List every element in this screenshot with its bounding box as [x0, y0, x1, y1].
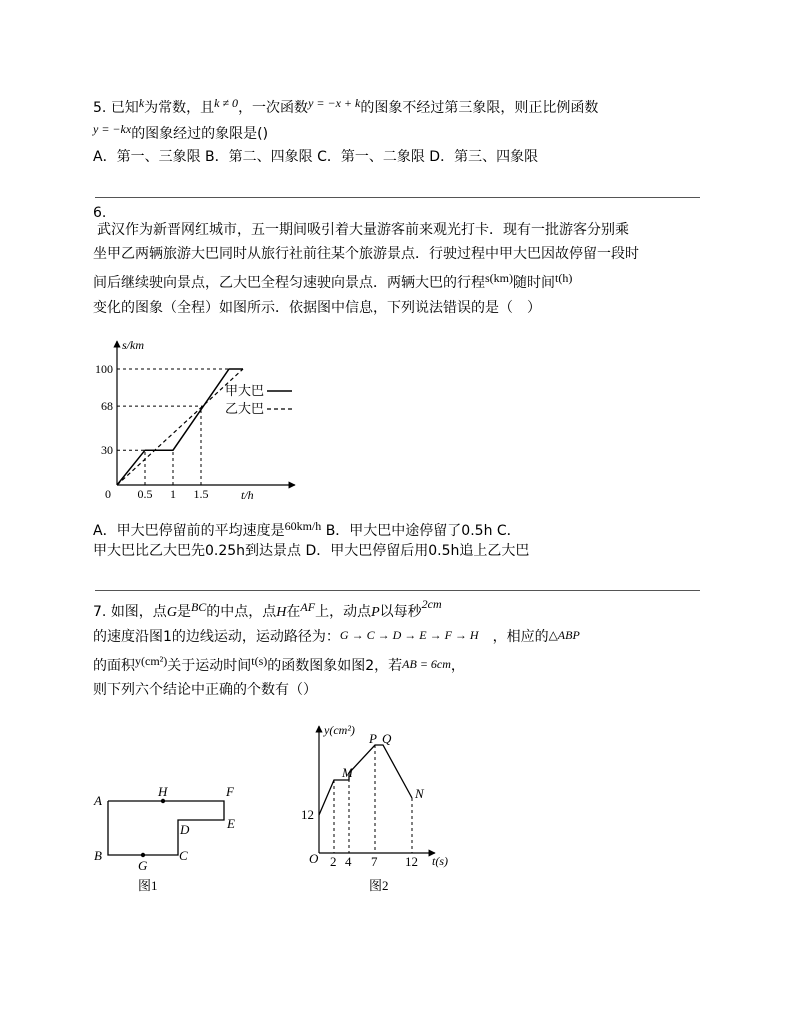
q7-text: ，	[450, 658, 465, 674]
q7-line1	[93, 597, 442, 623]
q7-text: 关于运动时间	[167, 658, 252, 674]
q6-s-variable: s(km)	[485, 271, 513, 285]
q5-line1	[93, 98, 598, 118]
q6-x-axis-label: t/h	[241, 488, 254, 502]
q5-condition: k ≠ 0	[214, 96, 239, 110]
q6-legend-jia: 甲大巴	[225, 383, 265, 398]
q7-text: 以每秒	[379, 604, 422, 620]
q6-number: 6.	[93, 205, 107, 221]
q7-fig1-label-e: E	[227, 816, 235, 831]
q7-fig1-point-g	[141, 853, 145, 857]
q6-guide-lines	[117, 369, 229, 485]
q7-fig2-graph	[319, 745, 412, 815]
q7-fig2-x-label: t(s)	[432, 854, 448, 868]
q5-options: A．第一、三象限 B．第二、四象限 C．第一、二象限 D．第三、四象限	[93, 149, 539, 165]
q7-fig2-label-p: P	[369, 731, 377, 746]
q7-figure2	[295, 720, 460, 895]
q6-x-tick-0.5: 0.5	[137, 487, 153, 501]
q7-text: 如图，点	[110, 604, 167, 620]
q7-fig1-shape	[108, 801, 224, 855]
q5-text: ，一次函数	[238, 100, 309, 116]
q7-fig2-x-tick-12: 12	[405, 854, 418, 869]
q7-text: 的函数图象如图2，若	[267, 658, 403, 674]
q6-x-tick-1: 1	[170, 487, 176, 501]
q7-fig2-label-n: N	[415, 786, 424, 801]
q6-text: 间后继续驶向景点，乙大巴全程匀速驶向景点．两辆大巴的行程	[93, 275, 485, 291]
q7-H: H	[276, 605, 287, 620]
q7-text: 的速度沿图1的边线运动，运动路径为：	[93, 629, 340, 645]
q7-fig2-x-tick-2: 2	[330, 854, 337, 869]
q6-text: 随时间	[513, 275, 555, 291]
q6-legend-yi: 乙大巴	[225, 401, 265, 416]
q6-line3	[93, 273, 572, 293]
q5-number: 5.	[93, 100, 107, 116]
q7-G: G	[166, 605, 177, 620]
q7-fig1-label-b: B	[94, 848, 102, 863]
q6-y-tick-100: 100	[95, 362, 113, 376]
q7-fig1-label-c: C	[179, 848, 188, 863]
q5-text: 已知	[110, 100, 139, 116]
q7-line4: 则下列六个结论中正确的个数有（）	[93, 682, 317, 698]
q7-fig1-label-h: H	[158, 784, 168, 799]
q7-BC: BC	[190, 600, 207, 614]
q5-k: k	[138, 96, 145, 110]
q7-fig1-caption: 图1	[138, 878, 158, 893]
q7-fig2-caption: 图2	[369, 878, 389, 893]
q7-triangle: △ABP	[548, 628, 580, 642]
q7-fig2-label-m: M	[342, 765, 353, 780]
q7-ab-length: AB = 6cm	[402, 657, 451, 671]
q5-text: 为常数，且	[144, 100, 215, 116]
q7-text: 的中点，点	[206, 604, 277, 620]
q5-line2	[93, 124, 268, 144]
q6-line4: 变化的图象（全程）如图所示．依据图中信息，下列说法错误的是（ ）	[93, 300, 541, 316]
q7-line2	[93, 627, 580, 647]
q6-line1: 武汉作为新晋网红城市，五一期间吸引着大量游客前来观光打卡．现有一批游客分别乘	[97, 222, 629, 238]
q7-text: 在	[286, 604, 301, 620]
q7-fig2-y-label: y(cm²)	[324, 723, 355, 737]
q6-options-line1	[93, 521, 521, 541]
q7-fig2-origin: O	[309, 851, 319, 866]
q6-text: B．甲大巴中途停留了0.5h C．	[321, 523, 521, 539]
q7-y-variable: y(cm²)	[135, 654, 168, 668]
q7-path: G → C → D → E → F → H	[339, 628, 479, 642]
q6-y-axis-label: s/km	[122, 338, 144, 352]
q7-fig2-y-tick: 12	[301, 807, 314, 822]
q7-line3	[93, 656, 465, 676]
divider	[95, 197, 700, 198]
q7-fig2-x-tick-7: 7	[371, 854, 378, 869]
q5-linear-function: y = −x + k	[308, 96, 361, 110]
q7-fig1-label-f: F	[226, 784, 234, 799]
q6-x-tick-1.5: 1.5	[193, 487, 209, 501]
q7-text: 的面积	[93, 658, 135, 674]
q7-fig1-label-a: A	[94, 793, 102, 808]
q7-fig1-label-d: D	[180, 822, 190, 837]
q5-text: 的图象不经过第三象限，则正比例函数	[360, 100, 599, 116]
q7-rate: 2cm	[421, 597, 442, 611]
q6-origin-label: 0	[105, 487, 111, 501]
q7-text: ，相应的	[492, 629, 549, 645]
q7-number: 7.	[93, 604, 107, 620]
q7-fig2-label-q: Q	[382, 731, 392, 746]
q6-text: A．甲大巴停留前的平均速度是	[93, 523, 285, 539]
q7-text: 上，动点	[315, 604, 372, 620]
q7-AF: AF	[300, 600, 316, 614]
q7-P: P	[371, 605, 380, 620]
q6-line2: 坐甲乙两辆旅游大巴同时从旅行社前往某个旅游景点．行驶过程中甲大巴因故停留一段时	[93, 246, 639, 262]
q6-chart	[95, 335, 305, 505]
q5-text: 的图象经过的象限是()	[131, 126, 269, 142]
q6-tick-labels	[95, 362, 209, 501]
q6-t-variable: t(h)	[555, 271, 573, 285]
q7-text: 是	[176, 604, 191, 620]
q6-options-line2: 甲大巴比乙大巴先0.25h到达景点 D．甲大巴停留后用0.5h追上乙大巴	[93, 543, 530, 559]
q7-fig1-label-g: G	[138, 858, 148, 873]
q7-fig1-point-h	[161, 799, 165, 803]
q7-fig2-x-tick-4: 4	[345, 854, 352, 869]
q7-figure1	[88, 780, 248, 895]
q7-t-variable: t(s)	[251, 654, 268, 668]
q6-y-tick-30: 30	[101, 443, 113, 458]
divider	[95, 590, 700, 591]
q5-proportional-function: y = −kx	[93, 122, 132, 136]
q6-speed: 60km/h	[284, 519, 322, 533]
q6-y-tick-68: 68	[101, 399, 113, 414]
